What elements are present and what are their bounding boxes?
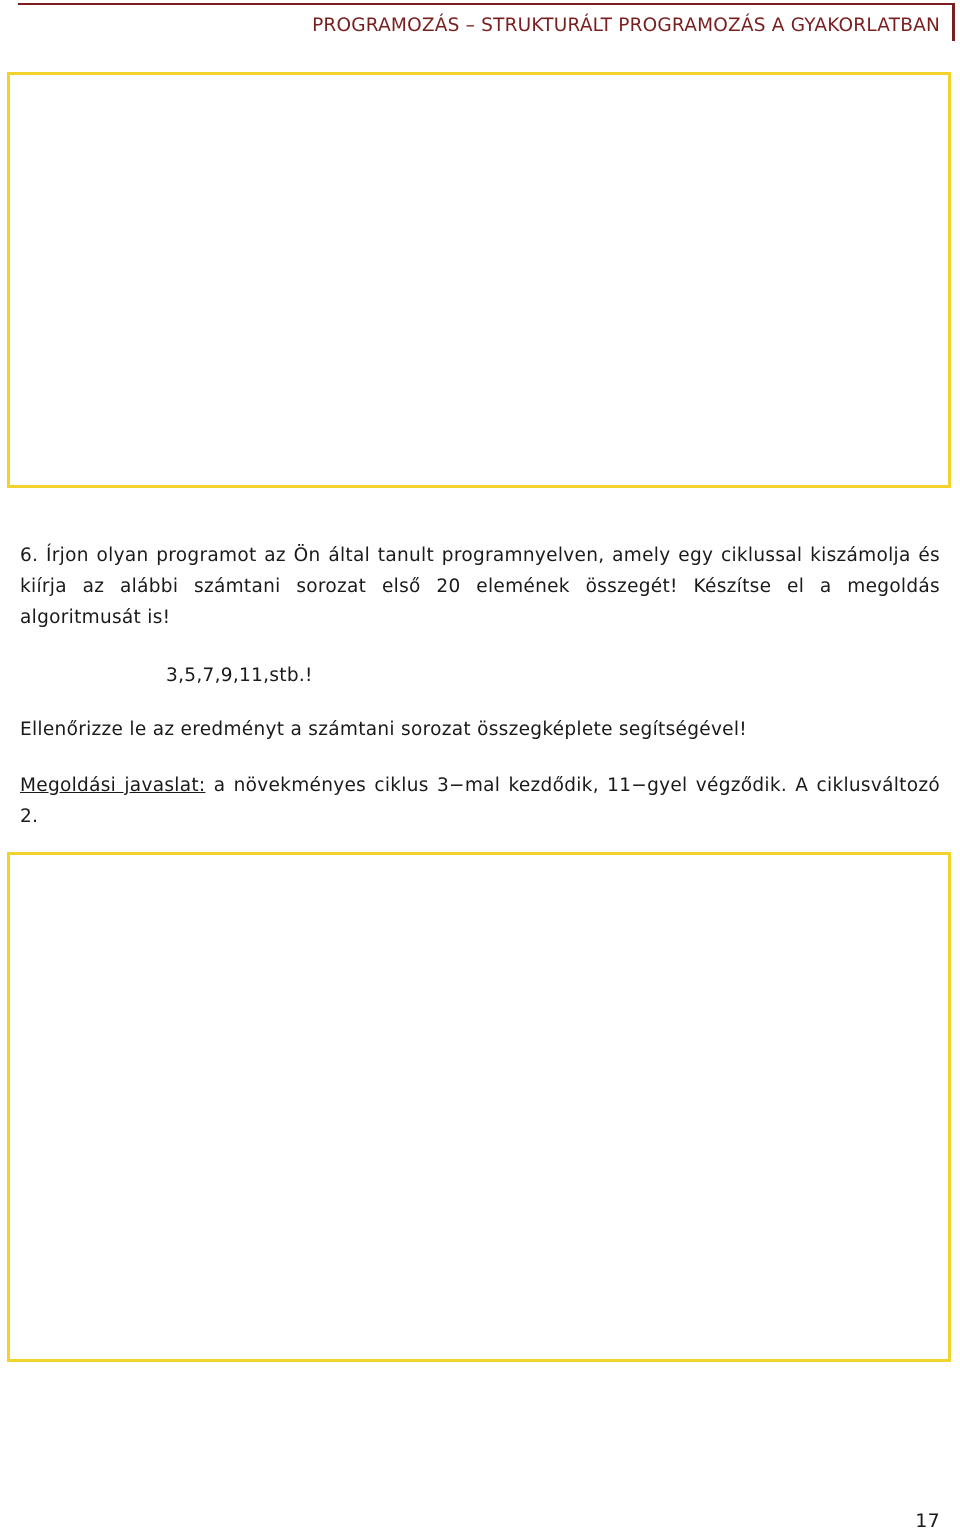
task-text: 6. Írjon olyan programot az Ön által tanult programnyelven, amely egy ciklussal kiszámolja és kiírja az alábbi számtani sorozat első 20 elemének összegét! Készítse el a megoldás algoritmusát is! [20, 545, 940, 628]
header-rule-vertical [952, 3, 955, 41]
solution-hint-label: Megoldási javaslat: [20, 775, 206, 796]
solution-hint [20, 770, 940, 832]
answer-box-bottom [7, 852, 951, 1362]
page-number: 17 [915, 1510, 940, 1532]
solution-hint-text: a növekményes ciklus 3−mal kezdődik, 11−gyel végződik. A ciklusváltozó 2. [20, 775, 940, 827]
header-rule [18, 3, 954, 5]
page-header-title: PROGRAMOZÁS – STRUKTURÁLT PROGRAMOZÁS A GYAKORLATBAN [312, 15, 940, 36]
check-text: Ellenőrizze le az eredményt a számtani sorozat összegképlete segítségével! [20, 719, 748, 740]
answer-box-top [7, 72, 951, 488]
sequence-text: 3,5,7,9,11,stb.! [166, 665, 313, 686]
